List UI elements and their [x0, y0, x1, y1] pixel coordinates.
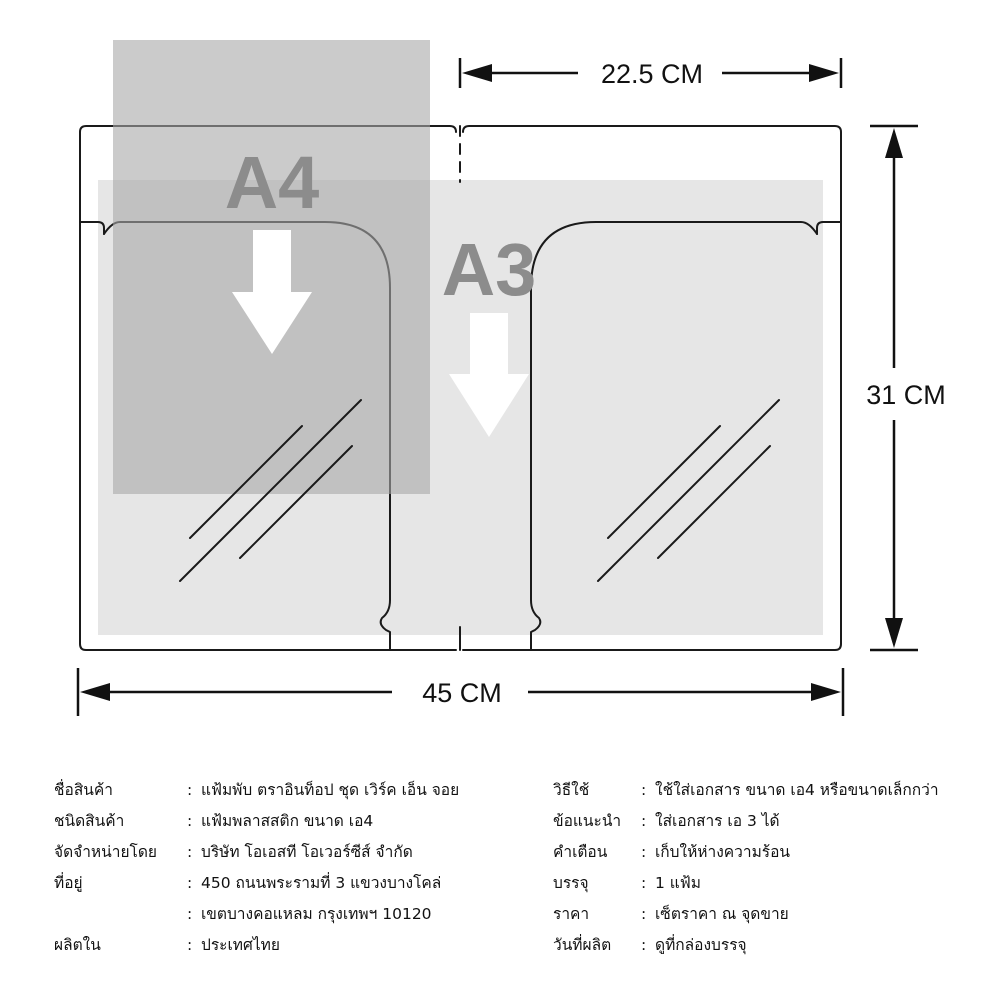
half-width-label: 22.5 CM [600, 59, 704, 89]
info-label: ที่อยู่ [54, 874, 83, 892]
info-row [553, 775, 939, 806]
info-value: ประเทศไทย [201, 936, 280, 954]
a3-label: A3 [441, 228, 537, 311]
info-label: บรรจุ [553, 874, 589, 892]
info-label [54, 899, 187, 930]
info-separator: : [641, 812, 647, 830]
info-value: เซ็ตราคา ณ จุดขาย [655, 905, 789, 923]
info-row [54, 899, 459, 930]
info-separator: : [641, 874, 647, 892]
info-value: ใส่เอกสาร เอ 3 ได้ [655, 812, 780, 830]
info-value: 1 แฟ้ม [655, 874, 701, 892]
info-label: จัดจำหน่ายโดย [54, 843, 158, 861]
height-label: 31 CM [866, 380, 946, 410]
info-value: ใช้ใส่เอกสาร ขนาด เอ4 หรือขนาดเล็กกว่า [655, 781, 939, 799]
info-separator: : [641, 781, 647, 799]
info-label: วิธีใช้ [553, 781, 590, 799]
info-label: ชนิดสินค้า [54, 812, 125, 830]
product-info-right [553, 775, 939, 961]
product-info-left [54, 775, 459, 961]
info-row [54, 806, 459, 837]
info-separator: : [187, 812, 193, 830]
info-separator: : [187, 874, 193, 892]
info-label: ข้อแนะนำ [553, 812, 622, 830]
info-separator: : [641, 936, 647, 954]
info-value: แฟ้มพลาสสติก ขนาด เอ4 [201, 812, 374, 830]
info-row [553, 806, 939, 837]
info-value: เขตบางคอแหลม กรุงเทพฯ 10120 [201, 905, 432, 923]
info-label: ชื่อสินค้า [54, 781, 113, 799]
info-row [54, 837, 459, 868]
info-label: วันที่ผลิต [553, 936, 612, 954]
info-value: 450 ถนนพระรามที่ 3 แขวงบางโคล่ [201, 874, 442, 892]
info-label: คำเตือน [553, 843, 608, 861]
info-row [54, 775, 459, 806]
info-row [553, 837, 939, 868]
info-value: เก็บให้ห่างความร้อน [655, 843, 791, 861]
info-row [553, 868, 939, 899]
info-label: ผลิตใน [54, 936, 101, 954]
info-value: แฟ้มพับ ตราอินท็อป ชุด เวิร์ค เอ็น จอย [201, 781, 460, 799]
info-separator: : [641, 905, 647, 923]
info-row [553, 899, 939, 930]
info-separator: : [641, 843, 647, 861]
full-width-label: 45 CM [422, 678, 502, 708]
info-label: ราคา [553, 905, 590, 923]
info-separator: : [187, 781, 193, 799]
info-separator: : [187, 905, 193, 923]
a4-label: A4 [224, 141, 320, 224]
info-value: ดูที่กล่องบรรจุ [655, 936, 747, 954]
info-row [54, 868, 459, 899]
info-separator: : [187, 936, 193, 954]
info-row [54, 930, 459, 961]
info-row [553, 930, 939, 961]
info-value: บริษัท โอเอสที โอเวอร์ซีส์ จำกัด [201, 843, 413, 861]
info-separator: : [187, 843, 193, 861]
